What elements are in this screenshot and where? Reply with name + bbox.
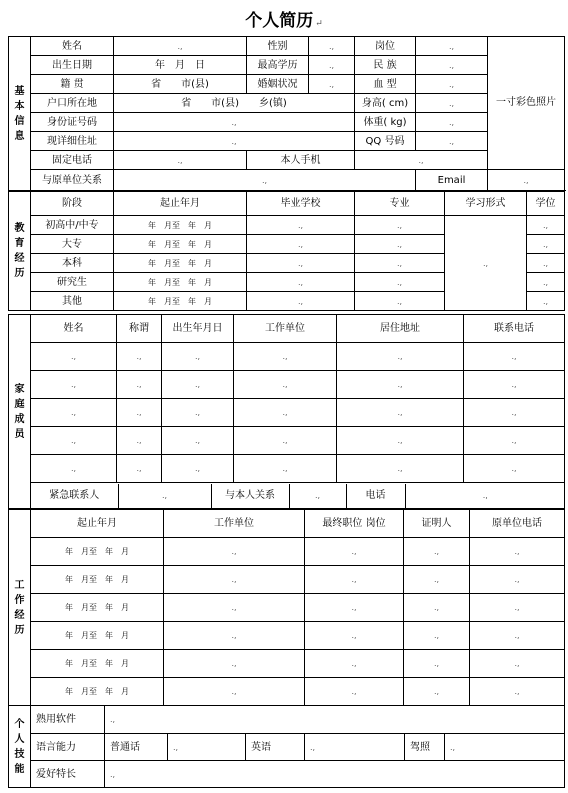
fam-header-address: 居住地址 bbox=[337, 315, 464, 343]
fam-header-name: 姓名 bbox=[31, 315, 117, 343]
fam-name[interactable]: ., bbox=[31, 427, 117, 455]
work-side-label: 工作经历 bbox=[9, 510, 31, 706]
name-label: 姓名 bbox=[31, 37, 114, 56]
mandarin-value[interactable]: ., bbox=[168, 734, 246, 761]
work-header-witness: 证明人 bbox=[404, 510, 470, 538]
edu-degree[interactable]: ., bbox=[527, 292, 565, 311]
gender-value[interactable]: ., bbox=[309, 37, 355, 56]
work-company[interactable]: ., bbox=[164, 678, 305, 706]
fam-name[interactable]: ., bbox=[31, 343, 117, 371]
id-value[interactable]: ., bbox=[114, 113, 355, 132]
gender-label: 性别 bbox=[247, 37, 309, 56]
education-value[interactable]: ., bbox=[309, 56, 355, 75]
edu-school[interactable]: ., bbox=[247, 273, 355, 292]
weight-value[interactable]: ., bbox=[416, 113, 488, 132]
edu-degree[interactable]: ., bbox=[527, 216, 565, 235]
hobby-value[interactable]: ., bbox=[105, 761, 565, 788]
education-section bbox=[8, 191, 565, 311]
ethnicity-label: 民 族 bbox=[355, 56, 416, 75]
education-side-label: 教育经历 bbox=[9, 192, 31, 311]
fam-birth[interactable]: ., bbox=[162, 455, 234, 483]
work-position[interactable]: ., bbox=[305, 650, 404, 678]
work-phone[interactable]: ., bbox=[470, 566, 565, 594]
skills-side-label: 个人技能 bbox=[9, 706, 31, 788]
mandarin-label: 普通话 bbox=[105, 734, 168, 761]
hukou-value[interactable]: 省 市(县) 乡(镇) bbox=[114, 94, 355, 113]
fam-header-phone: 联系电话 bbox=[464, 315, 565, 343]
emergency-relation-label: 与本人关系 bbox=[211, 484, 289, 508]
edu-stage: 本科 bbox=[31, 254, 114, 273]
work-position[interactable]: ., bbox=[305, 538, 404, 566]
position-value[interactable]: ., bbox=[416, 37, 488, 56]
table-row bbox=[9, 622, 565, 650]
edu-school[interactable]: ., bbox=[247, 216, 355, 235]
fam-work[interactable]: ., bbox=[234, 399, 337, 427]
work-phone[interactable]: ., bbox=[470, 678, 565, 706]
mobile-label: 本人手机 bbox=[247, 151, 355, 170]
work-position[interactable]: ., bbox=[305, 566, 404, 594]
edu-school[interactable]: ., bbox=[247, 292, 355, 311]
fam-phone[interactable]: ., bbox=[464, 427, 565, 455]
table-row bbox=[9, 371, 565, 399]
qq-value[interactable]: ., bbox=[416, 132, 488, 151]
fam-header-title: 称谓 bbox=[117, 315, 162, 343]
fam-address[interactable]: ., bbox=[337, 371, 464, 399]
emergency-value[interactable]: ., bbox=[118, 484, 211, 508]
edu-degree[interactable]: ., bbox=[527, 273, 565, 292]
fam-title[interactable]: ., bbox=[117, 427, 162, 455]
edu-major[interactable]: ., bbox=[355, 292, 445, 311]
edu-header-school: 毕业学校 bbox=[247, 192, 355, 216]
work-witness[interactable]: ., bbox=[404, 566, 470, 594]
fam-header-birth: 出生年月日 bbox=[162, 315, 234, 343]
edu-header-degree: 学位 bbox=[527, 192, 565, 216]
work-header-phone: 原单位电话 bbox=[470, 510, 565, 538]
edu-school[interactable]: ., bbox=[247, 254, 355, 273]
height-label: 身高( cm) bbox=[355, 94, 416, 113]
emergency-relation-value[interactable]: ., bbox=[289, 484, 346, 508]
fam-title[interactable]: ., bbox=[117, 343, 162, 371]
edu-major[interactable]: ., bbox=[355, 216, 445, 235]
fam-phone[interactable]: ., bbox=[464, 455, 565, 483]
edu-period[interactable]: 年 月至 年 月 bbox=[114, 292, 247, 311]
work-period[interactable]: 年 月至 年 月 bbox=[31, 678, 164, 706]
software-label: 熟用软件 bbox=[31, 706, 105, 734]
relation-label: 与原单位关系 bbox=[31, 170, 114, 191]
work-witness[interactable]: ., bbox=[404, 650, 470, 678]
table-row bbox=[9, 650, 565, 678]
fam-name[interactable]: ., bbox=[31, 455, 117, 483]
work-section bbox=[8, 509, 565, 706]
family-side-label: 家庭成员 bbox=[9, 315, 31, 509]
edu-header-mode: 学习形式 bbox=[445, 192, 527, 216]
family-section bbox=[8, 314, 565, 509]
work-company[interactable]: ., bbox=[164, 622, 305, 650]
software-value[interactable]: ., bbox=[105, 706, 565, 734]
name-value[interactable]: ., bbox=[114, 37, 247, 56]
work-witness[interactable]: ., bbox=[404, 538, 470, 566]
birth-label: 出生日期 bbox=[31, 56, 114, 75]
license-value[interactable]: ., bbox=[445, 734, 565, 761]
emergency-tel-label: 电话 bbox=[346, 484, 405, 508]
table-row bbox=[9, 216, 565, 235]
hukou-label: 户口所在地 bbox=[31, 94, 114, 113]
table-row bbox=[9, 566, 565, 594]
page-title: 个人简历 ↵ bbox=[245, 11, 323, 31]
work-phone[interactable]: ., bbox=[470, 538, 565, 566]
fam-title[interactable]: ., bbox=[117, 399, 162, 427]
work-period[interactable]: 年 月至 年 月 bbox=[31, 622, 164, 650]
mobile-value[interactable]: ., bbox=[355, 151, 488, 170]
photo-box: 一寸彩色照片 bbox=[488, 37, 565, 170]
work-period[interactable]: 年 月至 年 月 bbox=[31, 566, 164, 594]
fam-name[interactable]: ., bbox=[31, 371, 117, 399]
work-company[interactable]: ., bbox=[164, 566, 305, 594]
ethnicity-value[interactable]: ., bbox=[416, 56, 488, 75]
work-phone[interactable]: ., bbox=[470, 594, 565, 622]
work-position[interactable]: ., bbox=[305, 594, 404, 622]
marital-label: 婚姻状况 bbox=[247, 75, 309, 94]
fam-title[interactable]: ., bbox=[117, 371, 162, 399]
phone-value[interactable]: ., bbox=[114, 151, 247, 170]
fam-work[interactable]: ., bbox=[234, 343, 337, 371]
work-position[interactable]: ., bbox=[305, 622, 404, 650]
work-period[interactable]: 年 月至 年 月 bbox=[31, 538, 164, 566]
fam-birth[interactable]: ., bbox=[162, 427, 234, 455]
table-row bbox=[9, 678, 565, 706]
fam-header-work: 工作单位 bbox=[234, 315, 337, 343]
emergency-tel-value[interactable]: ., bbox=[482, 491, 488, 500]
fam-name[interactable]: ., bbox=[31, 399, 117, 427]
fam-work[interactable]: ., bbox=[234, 371, 337, 399]
blood-value[interactable]: ., bbox=[416, 75, 488, 94]
work-period[interactable]: 年 月至 年 月 bbox=[31, 650, 164, 678]
table-row bbox=[9, 343, 565, 371]
work-company[interactable]: ., bbox=[164, 538, 305, 566]
relation-value[interactable]: ., bbox=[114, 170, 416, 191]
marital-value[interactable]: ., bbox=[309, 75, 355, 94]
license-label: 驾照 bbox=[405, 734, 445, 761]
table-row bbox=[9, 594, 565, 622]
skills-section bbox=[8, 705, 565, 788]
edu-major[interactable]: ., bbox=[355, 235, 445, 254]
fam-address[interactable]: ., bbox=[337, 455, 464, 483]
edu-stage: 研究生 bbox=[31, 273, 114, 292]
fam-work[interactable]: ., bbox=[234, 427, 337, 455]
table-row bbox=[9, 427, 565, 455]
blood-label: 血 型 bbox=[355, 75, 416, 94]
id-label: 身份证号码 bbox=[31, 113, 114, 132]
basic-info-section bbox=[8, 36, 565, 191]
fam-phone[interactable]: ., bbox=[464, 399, 565, 427]
fam-address[interactable]: ., bbox=[337, 399, 464, 427]
fam-work[interactable]: ., bbox=[234, 455, 337, 483]
english-value[interactable]: ., bbox=[305, 734, 405, 761]
address-label: 现详细住址 bbox=[31, 132, 114, 151]
edu-period[interactable]: 年 月至 年 月 bbox=[114, 273, 247, 292]
qq-label: QQ 号码 bbox=[355, 132, 416, 151]
fam-birth[interactable]: ., bbox=[162, 399, 234, 427]
edu-school[interactable]: ., bbox=[247, 235, 355, 254]
edu-mode[interactable]: ., bbox=[445, 216, 527, 311]
work-position[interactable]: ., bbox=[305, 678, 404, 706]
edu-major[interactable]: ., bbox=[355, 273, 445, 292]
language-label: 语言能力 bbox=[31, 734, 105, 761]
email-label: Email bbox=[416, 170, 488, 191]
edu-degree[interactable]: ., bbox=[527, 254, 565, 273]
work-witness[interactable]: ., bbox=[404, 594, 470, 622]
native-label: 籍 贯 bbox=[31, 75, 114, 94]
fam-phone[interactable]: ., bbox=[464, 343, 565, 371]
work-witness[interactable]: ., bbox=[404, 622, 470, 650]
english-label: 英语 bbox=[246, 734, 305, 761]
fam-address[interactable]: ., bbox=[337, 343, 464, 371]
edu-stage: 初高中/中专 bbox=[31, 216, 114, 235]
work-witness[interactable]: ., bbox=[404, 678, 470, 706]
work-phone[interactable]: ., bbox=[470, 622, 565, 650]
edu-period[interactable]: 年 月至 年 月 bbox=[114, 254, 247, 273]
fam-title[interactable]: ., bbox=[117, 455, 162, 483]
work-phone[interactable]: ., bbox=[470, 650, 565, 678]
address-value[interactable]: ., bbox=[114, 132, 355, 151]
edu-degree[interactable]: ., bbox=[527, 235, 565, 254]
work-header-company: 工作单位 bbox=[164, 510, 305, 538]
work-company[interactable]: ., bbox=[164, 650, 305, 678]
basic-info-side-label: 基本信息 bbox=[9, 37, 31, 191]
email-value[interactable]: ., bbox=[488, 170, 565, 191]
education-label: 最高学历 bbox=[247, 56, 309, 75]
work-header-position: 最终职位 岗位 bbox=[305, 510, 404, 538]
edu-header-period: 起止年月 bbox=[114, 192, 247, 216]
edu-period[interactable]: 年 月至 年 月 bbox=[114, 216, 247, 235]
position-label: 岗位 bbox=[355, 37, 416, 56]
work-header-period: 起止年月 bbox=[31, 510, 164, 538]
table-row bbox=[9, 538, 565, 566]
edu-major[interactable]: ., bbox=[355, 254, 445, 273]
weight-label: 体重( kg) bbox=[355, 113, 416, 132]
birth-value[interactable]: 年 月 日 bbox=[114, 56, 247, 75]
native-value[interactable]: 省 市(县) bbox=[114, 75, 247, 94]
fam-phone[interactable]: ., bbox=[464, 371, 565, 399]
fam-birth[interactable]: ., bbox=[162, 371, 234, 399]
edu-stage: 大专 bbox=[31, 235, 114, 254]
height-value[interactable]: ., bbox=[416, 94, 488, 113]
hobby-label: 爱好特长 bbox=[31, 761, 105, 788]
work-period[interactable]: 年 月至 年 月 bbox=[31, 594, 164, 622]
table-row bbox=[9, 399, 565, 427]
emergency-row bbox=[31, 483, 565, 509]
edu-header-major: 专业 bbox=[355, 192, 445, 216]
fam-birth[interactable]: ., bbox=[162, 343, 234, 371]
fam-address[interactable]: ., bbox=[337, 427, 464, 455]
work-company[interactable]: ., bbox=[164, 594, 305, 622]
phone-label: 固定电话 bbox=[31, 151, 114, 170]
edu-header-stage: 阶段 bbox=[31, 192, 114, 216]
table-row bbox=[9, 455, 565, 483]
edu-stage: 其他 bbox=[31, 292, 114, 311]
emergency-label: 紧急联系人 bbox=[31, 484, 118, 508]
edu-period[interactable]: 年 月至 年 月 bbox=[114, 235, 247, 254]
